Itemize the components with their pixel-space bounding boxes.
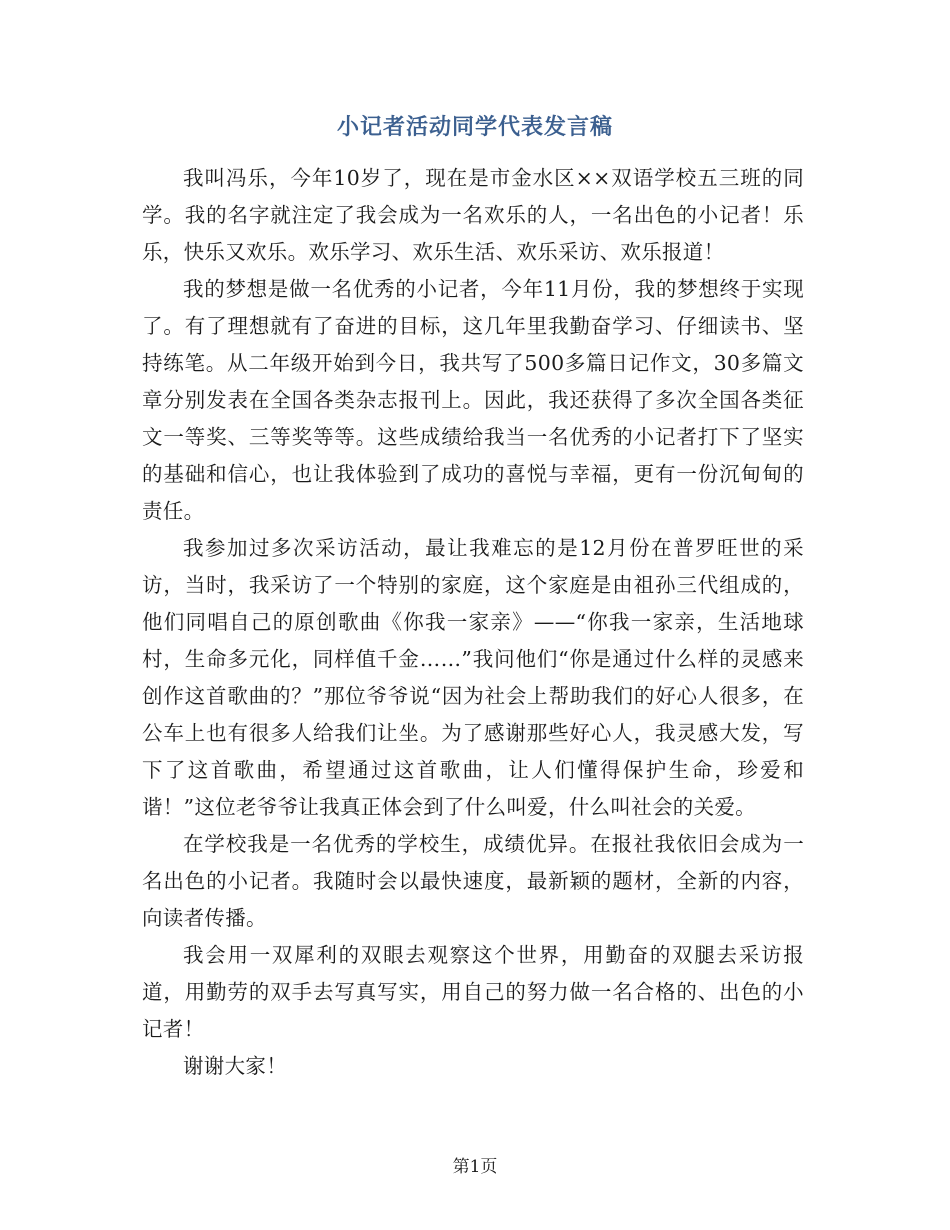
document-title: 小记者活动同学代表发言稿: [336, 114, 613, 140]
paragraph-1: 我叫冯乐，今年10岁了，现在是市金水区××双语学校五三班的同学。我的名字就注定了我会成为一名欢乐的人，一名出色的小记者！乐乐，快乐又欢乐。欢乐学习、欢乐生活、欢乐采访、欢乐报道！: [142, 166, 804, 264]
document-body: [142, 160, 804, 1085]
paragraph-6: 谢谢大家！: [183, 1054, 287, 1078]
page-number: 第1页: [452, 1157, 498, 1177]
paragraph-3: 我参加过多次采访活动，最让我难忘的是12月份在普罗旺世的采访，当时，我采访了一个特别的家庭，这个家庭是由祖孙三代组成的，他们同唱自己的原创歌曲《你我一家亲》——“你我一家亲，生活地球村，生命多元化，同样值千金……”我问他们“你是通过什么样的灵感来创作这首歌曲的？”那位爷爷说“因为社会上帮助我们的好心人很多，在公车上也有很多人给我们让坐。为了感谢那些好心人，我灵感大发，写下了这首歌曲，希望通过这首歌曲，让人们懂得保护生命，珍爱和谐！”这位老爷爷让我真正体会到了什么叫爱，什么叫社会的关爱。: [142, 536, 804, 819]
paragraph-2: 我的梦想是做一名优秀的小记者，今年11月份，我的梦想终于实现了。有了理想就有了奋进的目标，这几年里我勤奋学习、仔细读书、坚持练笔。从二年级开始到今日，我共写了500多篇日记作文，30多篇文章分别发表在全国各类杂志报刊上。因此，我还获得了多次全国各类征文一等奖、三等奖等等。这些成绩给我当一名优秀的小记者打下了坚实的基础和信心，也让我体验到了成功的喜悦与幸福，更有一份沉甸甸的责任。: [142, 277, 804, 523]
paragraph-5: 我会用一双犀利的双眼去观察这个世界，用勤奋的双腿去采访报道，用勤劳的双手去写真写实，用自己的努力做一名合格的、出色的小记者！: [142, 943, 804, 1041]
paragraph-4: 在学校我是一名优秀的学校生，成绩优异。在报社我依旧会成为一名出色的小记者。我随时会以最快速度，最新颖的题材，全新的内容，向读者传播。: [142, 832, 804, 930]
